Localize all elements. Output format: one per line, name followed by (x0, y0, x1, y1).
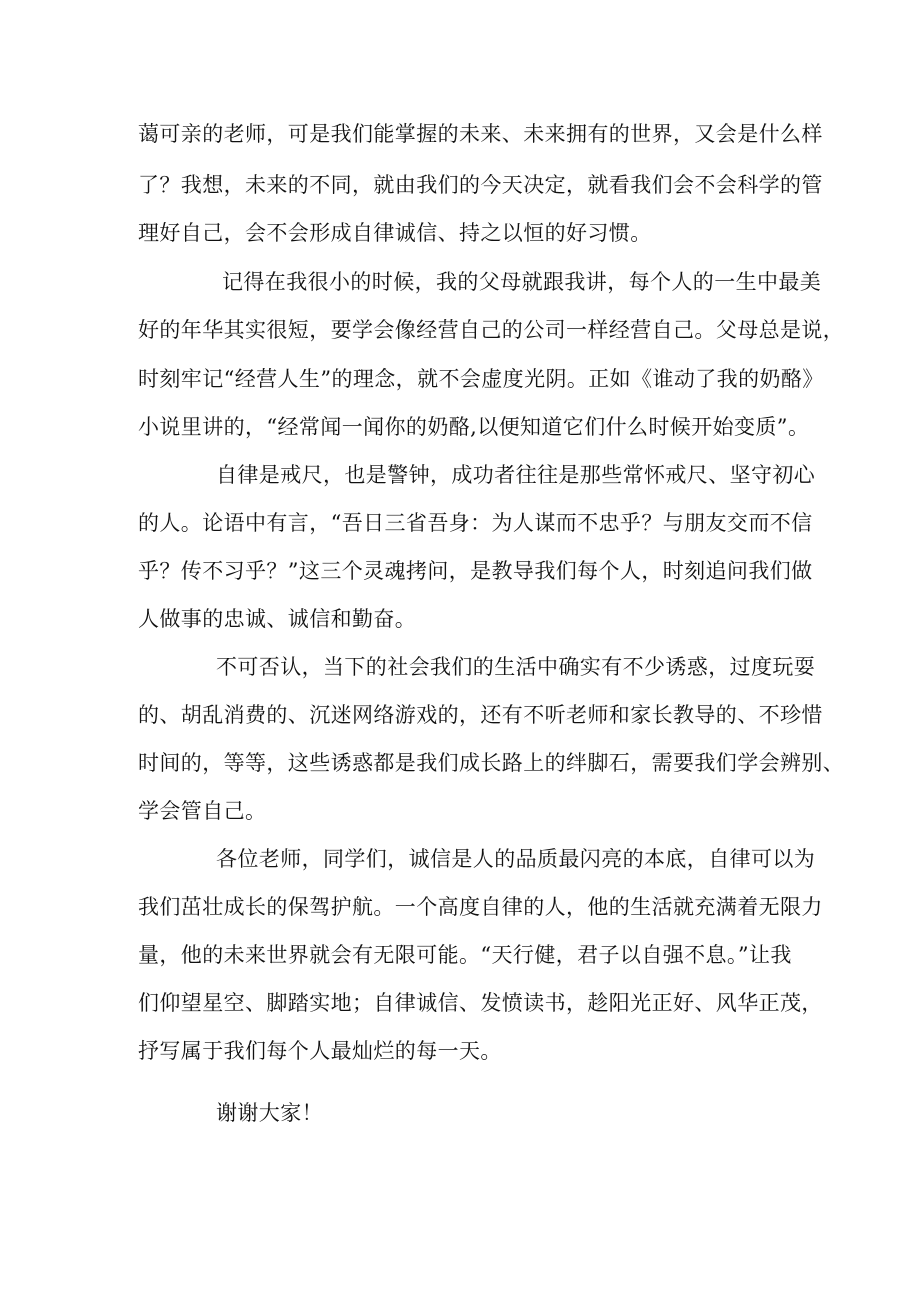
paragraph-2-line-1: 记得在我很小的时候，我的父母就跟我讲，每个人的一生中最美 (222, 270, 822, 294)
paragraph-5-line-2: 我们茁壮成长的保驾护航。一个高度自律的人，他的生活就充满着无限力 (138, 895, 823, 919)
paragraph-5-line-5: 抒写属于我们每个人最灿烂的每一天。 (138, 1039, 502, 1063)
paragraph-3-line-2: 的人。论语中有言，“吾日三省吾身：为人谋而不忠乎？与朋友交而不信 (138, 511, 813, 535)
paragraph-5-line-3: 量，他的未来世界就会有无限可能。“天行健，君子以自强不息。”让我 (138, 943, 792, 967)
paragraph-3-line-1: 自律是戒尺，也是警钟，成功者往往是那些常怀戒尺、坚守初心 (216, 463, 816, 487)
paragraph-5-line-1: 各位老师，同学们，诚信是人的品质最闪亮的本底，自律可以为 (216, 847, 816, 871)
paragraph-5-line-4: 们仰望星空、脚踏实地；自律诚信、发愤读书，趁阳光正好、风华正茂， (138, 991, 823, 1015)
paragraph-3-line-3: 乎？传不习乎？”这三个灵魂拷问，是教导我们每个人，时刻追问我们做 (138, 559, 813, 583)
paragraph-4-line-4: 学会管自己。 (138, 799, 267, 823)
paragraph-2-line-4: 小说里讲的，“经常闻一闻你的奶酪,以便知道它们什么时候开始变质”。 (138, 415, 810, 439)
paragraph-4-line-2: 的、胡乱消费的、沉迷网络游戏的，还有不听老师和家长教导的、不珍惜 (138, 703, 823, 727)
paragraph-2-line-2: 好的年华其实很短，要学会像经营自己的公司一样经营自己。父母总是说， (138, 318, 845, 342)
paragraph-1-line-2: 了？我想，未来的不同，就由我们的今天决定，就看我们会不会科学的管 (138, 173, 823, 197)
paragraph-4-line-3: 时间的，等等，这些诱惑都是我们成长路上的绊脚石，需要我们学会辨别、 (138, 751, 845, 775)
paragraph-1-line-1: 蔼可亲的老师，可是我们能掌握的未来、未来拥有的世界，又会是什么样 (138, 122, 823, 146)
closing-line: 谢谢大家！ (216, 1101, 323, 1125)
paragraph-2-line-3: 时刻牢记“经营人生”的理念，就不会虚度光阴。正如《谁动了我的奶酪》 (138, 367, 824, 391)
paragraph-3-line-4: 人做事的忠诚、诚信和勤奋。 (138, 607, 417, 631)
paragraph-1-line-3: 理好自己，会不会形成自律诚信、持之以恒的好习惯。 (138, 221, 652, 245)
paragraph-4-line-1: 不可否认，当下的社会我们的生活中确实有不少诱惑，过度玩耍 (216, 655, 816, 679)
